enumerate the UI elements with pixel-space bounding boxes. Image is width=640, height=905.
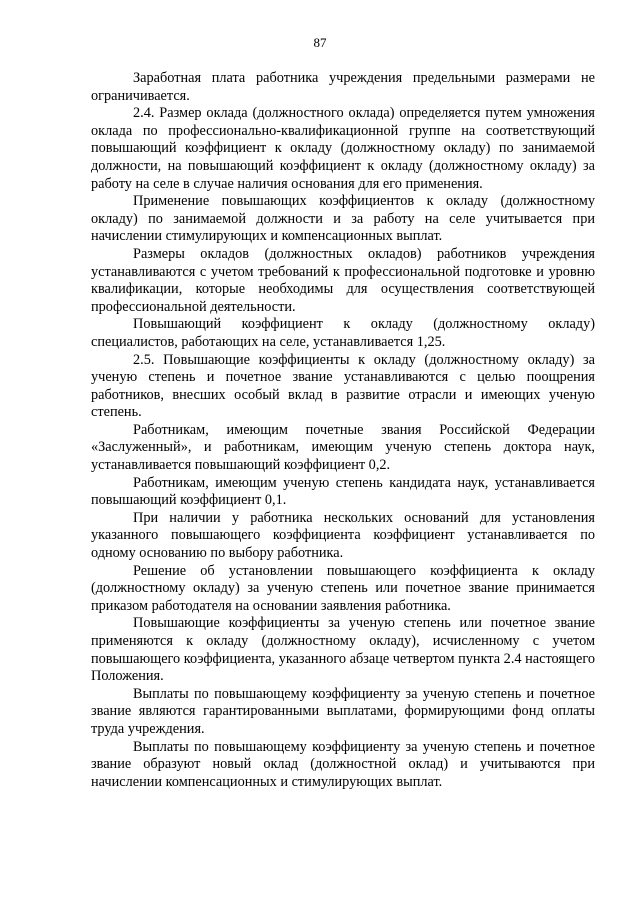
paragraph-2-4-salary-size: 2.4. Размер оклада (должностного оклада) определяется путем умножения оклада по профессионально-квалификационной группе на соответствующий повышающий коэффициент к окладу (должностному окладу) по занимаемой должности, на повышающий коэффициент к окладу (должностному окладу) за работу на селе в случае наличия основания для его применения. [91,105,595,192]
paragraph-application-order: Повышающие коэффициенты за ученую степень или почетное звание применяются к окладу (должностному окладу), исчисленному с учетом повышающего коэффициента, указанного абзаце четвертом пункта 2.4 настоящего Положения. [91,615,595,685]
paragraph-salary-requirements: Размеры окладов (должностных окладов) работников учреждения устанавливаются с учетом требований к профессиональной подготовке и уровню квалификации, которые необходимы для осуществления соответствующей профессиональной деятельности. [91,245,595,315]
document-body [91,70,595,791]
paragraph-honorary-doctor: Работникам, имеющим почетные звания Российской Федерации «Заслуженный», и работникам, имеющим ученую степень доктора наук, устанавливается повышающий коэффициент 0,2. [91,421,595,474]
paragraph-guaranteed-payments: Выплаты по повышающему коэффициенту за ученую степень и почетное звание являются гарантированными выплатами, формирующими фонд оплаты труда учреждения. [91,685,595,737]
paragraph-decision: Решение об установлении повышающего коэффициента к окладу (должностному окладу) за ученую степень или почетное звание принимается приказом работодателя на основании заявления работника. [91,562,595,614]
paragraph-rural-coefficient: Повышающий коэффициент к окладу (должностному окладу) специалистов, работающих на селе, устанавливается 1,25. [91,316,595,350]
paragraph-new-salary: Выплаты по повышающему коэффициенту за ученую степень и почетное звание образуют новый оклад (должностной оклад) и учитываются при начислении компенсационных и стимулирующих выплат. [91,738,595,790]
paragraph-coefficient-application: Применение повышающих коэффициентов к окладу (должностному окладу) по занимаемой должности и за работу на селе учитывается при начислении стимулирующих и компенсационных выплат. [91,193,595,245]
paragraph-salary-limit: Заработная плата работника учреждения предельными размерами не ограничивается. [91,70,595,104]
paragraph-candidate: Работникам, имеющим ученую степень кандидата наук, устанавливается повышающий коэффициент 0,1. [91,474,595,509]
paragraph-2-5-degree-coefficients: 2.5. Повышающие коэффициенты к окладу (должностному окладу) за ученую степень и почетное звание устанавливаются с целью поощрения работников, внесших особый вклад в развитие отрасли и имеющих ученую степень. [91,351,595,421]
page-number: 87 [313,35,327,50]
paragraph-multiple-grounds: При наличии у работника нескольких оснований для установления указанного повышающего коэффициента коэффициент устанавливается по одному основанию по выбору работника. [91,509,595,562]
